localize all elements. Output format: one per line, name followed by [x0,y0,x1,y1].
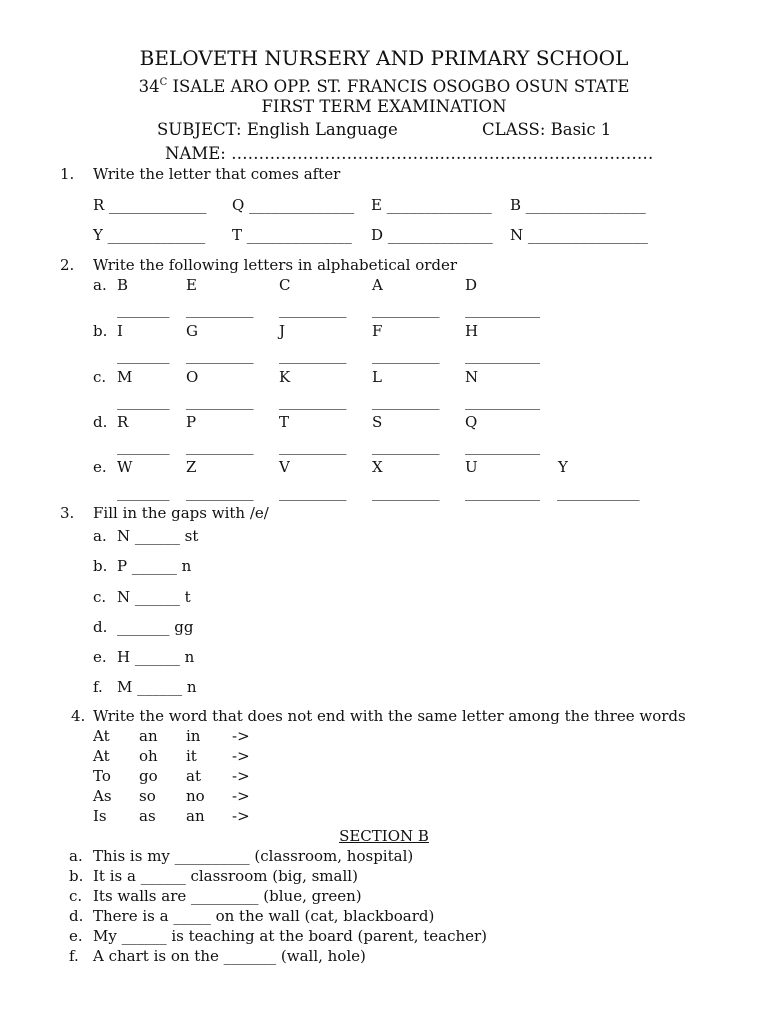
q2-letter: F [372,322,383,340]
section-b-item: A chart is on the _______ (wall, hole) [93,947,366,965]
q4-arrow: -> [232,727,250,745]
q4-word: it [186,747,197,765]
question-1-text: Write the letter that comes after [93,165,341,183]
section-b-item: This is my __________ (classroom, hospital) [93,847,414,865]
q4-arrow: -> [232,747,250,765]
q2-answer-blank: _________ [372,300,440,318]
q3-item: _______ gg [117,618,194,636]
exam-title: FIRST TERM EXAMINATION [261,97,507,116]
q4-word: an [186,807,205,825]
q3-item-label: f. [93,678,103,696]
q4-word: no [186,787,205,805]
q1-item: Y _____________ [93,226,206,244]
q2-answer-blank: _______ [117,437,170,455]
q4-arrow: -> [232,787,250,805]
q2-letter: C [279,276,291,294]
q2-letter: V [279,458,290,476]
q2-letter: W [117,458,133,476]
q2-answer-blank: _________ [186,483,254,501]
q2-answer-blank: _______ [117,300,170,318]
q3-item: H ______ n [117,648,195,666]
question-3-text: Fill in the gaps with /e/ [93,504,269,522]
q2-letter: T [279,413,290,431]
q2-answer-blank: _________ [279,437,347,455]
q4-word: To [93,767,111,785]
q2-answer-blank: _______ [117,483,170,501]
q2-letter: M [117,368,133,386]
section-b-label: a. [69,847,83,865]
question-4-text: Write the word that does not end with the same letter among the three words [93,707,686,725]
question-3-number: 3. [60,504,75,522]
student-name-line: NAME: ………………………………...…………..…………………… [165,144,654,163]
q3-item: M ______ n [117,678,197,696]
section-b-item: It is a ______ classroom (big, small) [93,867,358,885]
section-b-label: e. [69,927,83,945]
q2-letter: H [465,322,479,340]
q4-word: an [139,727,158,745]
q2-letter: O [186,368,199,386]
q2-letter: Q [465,413,478,431]
school-name: BELOVETH NURSERY AND PRIMARY SCHOOL [139,46,629,70]
q3-item: N ______ t [117,588,191,606]
question-2-text: Write the following letters in alphabetical order [93,256,458,274]
q2-answer-blank: _______ [117,392,170,410]
q4-word: oh [139,747,158,765]
q2-answer-blank: _________ [279,392,347,410]
q2-answer-blank: __________ [465,483,540,501]
section-b-item: Its walls are _________ (blue, green) [93,887,362,905]
q3-item: N ______ st [117,527,199,545]
q3-item-label: b. [93,557,108,575]
q2-row-label: c. [93,368,107,386]
q2-answer-blank: _________ [372,346,440,364]
q3-item-label: c. [93,588,107,606]
q2-letter: I [117,322,123,340]
section-b-label: f. [69,947,79,965]
address-number: 34 [138,77,160,96]
q2-letter: R [117,413,129,431]
section-b-item: My ______ is teaching at the board (parent, teacher) [93,927,488,945]
q4-word: As [93,787,112,805]
class-label: CLASS: Basic 1 [482,120,612,139]
q3-item: P ______ n [117,557,192,575]
q2-letter: U [465,458,478,476]
q2-letter: A [372,276,383,294]
address-text: ISALE ARO OPP. ST. FRANCIS OSOGBO OSUN STATE [167,77,630,96]
q2-letter: N [465,368,479,386]
q2-answer-blank: _________ [186,346,254,364]
q2-row-label: a. [93,276,107,294]
q2-letter: K [279,368,291,386]
school-address [0,72,768,98]
q2-answer-blank: _________ [279,300,347,318]
q2-row-label: e. [93,458,107,476]
section-b-label: c. [69,887,83,905]
q4-arrow: -> [232,807,250,825]
q2-answer-blank: __________ [465,300,540,318]
q2-letter: B [117,276,129,294]
q4-word: at [186,767,201,785]
q2-letter: P [186,413,197,431]
section-b-label: d. [69,907,84,925]
q2-letter: G [186,322,198,340]
q2-answer-blank: _________ [372,483,440,501]
q3-item-label: e. [93,648,107,666]
q2-answer-blank: _________ [186,300,254,318]
q2-answer-blank: _________ [186,437,254,455]
q4-word: Is [93,807,107,825]
q2-answer-blank: _______ [117,346,170,364]
section-b-label: b. [69,867,84,885]
q2-letter: J [279,322,286,340]
section-b-title: SECTION B [339,827,429,845]
q2-row-label: d. [93,413,108,431]
q2-answer-blank: __________ [465,346,540,364]
q4-word: At [93,727,110,745]
q2-answer-blank: ___________ [557,483,640,501]
q2-answer-blank: _________ [279,346,347,364]
address-superscript: C [159,77,168,88]
q1-item: N ________________ [510,226,648,244]
q4-word: At [93,747,110,765]
subject-label: SUBJECT: English Language [157,120,398,139]
q1-item: Q ______________ [232,196,355,214]
q4-arrow: -> [232,767,250,785]
q4-word: as [139,807,156,825]
section-b-item: There is a _____ on the wall (cat, blackboard) [93,907,435,925]
q2-letter: S [372,413,383,431]
q2-letter: D [465,276,478,294]
q2-answer-blank: _________ [372,437,440,455]
q3-item-label: d. [93,618,108,636]
q2-answer-blank: __________ [465,437,540,455]
q1-item: B ________________ [510,196,646,214]
question-4-number: 4. [71,707,86,725]
q4-word: so [139,787,156,805]
q2-answer-blank: _________ [372,392,440,410]
question-2-number: 2. [60,256,75,274]
q2-answer-blank: __________ [465,392,540,410]
q2-answer-blank: _________ [186,392,254,410]
q2-letter: Z [186,458,197,476]
q2-row-label: b. [93,322,108,340]
q2-answer-blank: _________ [279,483,347,501]
q2-letter: X [372,458,383,476]
q3-item-label: a. [93,527,107,545]
q1-item: E ______________ [371,196,492,214]
q4-word: in [186,727,201,745]
q1-item: D ______________ [371,226,493,244]
q2-letter: E [186,276,197,294]
q1-item: T ______________ [232,226,352,244]
q2-letter: Y [558,458,568,476]
q1-item: R _____________ [93,196,207,214]
q2-letter: L [372,368,382,386]
q4-word: go [139,767,158,785]
question-1-number: 1. [60,165,75,183]
